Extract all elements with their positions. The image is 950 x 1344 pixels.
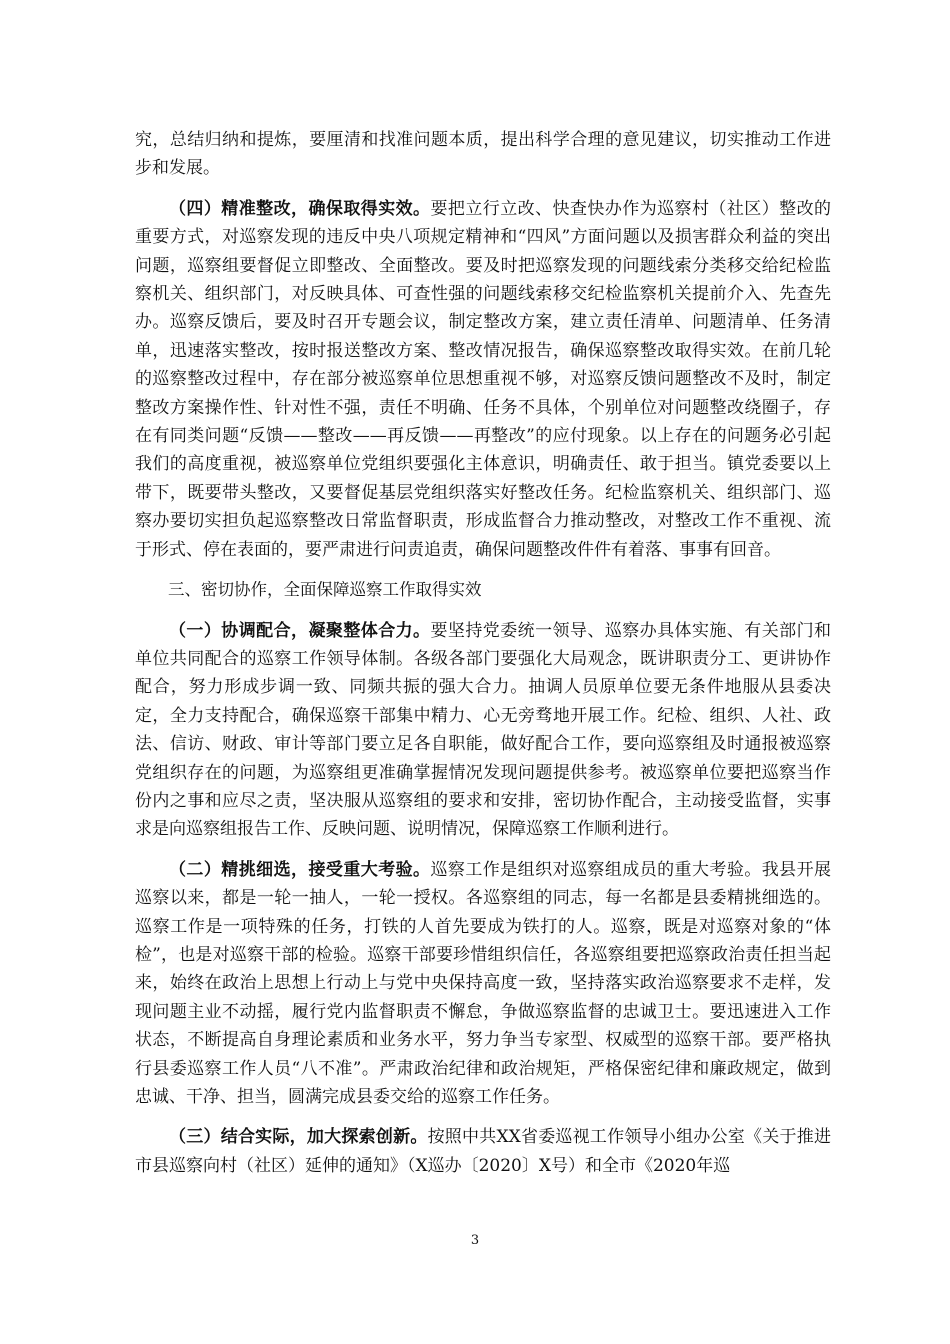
document-body <box>135 126 831 1192</box>
paragraph-innovation <box>135 1123 831 1180</box>
paragraph-selection <box>135 856 831 1112</box>
paragraph-lead: （三）结合实际，加大探索创新。 <box>169 1127 428 1148</box>
paragraph-coordination <box>135 617 831 844</box>
page-number: 3 <box>470 1233 480 1248</box>
paragraph-text: 按照中共XX省委巡视工作领导小组办公室《关于推进市县巡察向村（社区）延伸的通知》（X巡办〔2020〕X号）和全市《2020年巡 <box>135 1127 831 1176</box>
paragraph-text: 巡察工作是组织对巡察组成员的重大考验。我县开展巡察以来，都是一轮一抽人，一轮一授权。各巡察组的同志，每一名都是县委精挑细选的。巡察工作是一项特殊的任务，打铁的人首先要成为铁打的人。巡察，既是对巡察对象的“体检”，也是对巡察干部的检验。巡察干部要珍惜组织信任，各巡察组要把巡察政治责任担当起来，始终在政治上思想上行动上与党中央保持高度一致，坚持落实政治巡察要求不走样，发现问题主业不动摇，履行党内监督职责不懈怠，争做巡察监督的忠诚卫士。要迅速进入工作状态，不断提高自身理论素质和业务水平，努力争当专家型、权威型的巡察干部。要严格执行县委巡察工作人员“八不准”。严肃政治纪律和政治规矩，严格保密纪律和廉政规定，做到忠诚、干净、担当，圆满完成县委交给的巡察工作任务。 <box>135 859 832 1107</box>
section-heading: 三、密切协作，全面保障巡察工作取得实效 <box>168 580 482 600</box>
paragraph-continuation: 究，总结归纳和提炼，要厘清和找准问题本质，提出科学合理的意见建议，切实推动工作进步和发展。 <box>135 130 831 179</box>
paragraph-lead: （二）精挑细选，接受重大考验。 <box>169 859 431 880</box>
paragraph-lead: （一）协调配合，凝聚整体合力。 <box>169 620 431 641</box>
paragraph-lead: （四）精准整改，确保取得实效。 <box>169 198 431 219</box>
paragraph-text: 要把立行立改、快查快办作为巡察村（社区）整改的重要方式，对巡察发现的违反中央八项规定精神和“四风”方面问题以及损害群众利益的突出问题，巡察组要督促立即整改、全面整改。要及时把巡察发现的问题线索分类移交给纪检监察机关、组织部门，对反映具体、可查性强的问题线索移交纪检监察机关提前介入、先查先办。巡察反馈后，要及时召开专题会议，制定整改方案，建立责任清单、问题清单、任务清单，迅速落实整改，按时报送整改方案、整改情况报告，确保巡察整改取得实效。在前几轮的巡察整改过程中，存在部分被巡察单位思想重视不够，对巡察反馈问题整改不及时，制定整改方案操作性、针对性不强，责任不明确、任务不具体，个别单位对问题整改绕圈子，存在有同类问题“反馈——整改——再反馈——再整改”的应付现象。以上存在的问题务必引起我们的高度重视，被巡察单位党组织要强化主体意识，明确责任、敢于担当。镇党委要以上带下，既要带头整改，又要督促基层党组织落实好整改任务。纪检监察机关、组织部门、巡察办要切实担负起巡察整改日常监督职责，形成监督合力推动整改，对整改工作不重视、流于形式、停在表面的，要严肃进行问责追责，确保问题整改件件有着落、事事有回音。 <box>135 198 832 560</box>
paragraph-text: 要坚持党委统一领导、巡察办具体实施、有关部门和单位共同配合的巡察工作领导体制。各级各部门要强化大局观念，既讲职责分工、更讲协作配合，努力形成步调一致、同频共振的强大合力。抽调人员原单位要无条件地服从县委决定，全力支持配合，确保巡察干部集中精力、心无旁骛地开展工作。纪检、组织、人社、政法、信访、财政、审计等部门要立足各自职能，做好配合工作，要向巡察组及时通报被巡察党组织存在的问题，为巡察组更准确掌握情况发现问题提供参考。被巡察单位要把巡察当作份内之事和应尽之责，坚决服从巡察组的要求和安排，密切协作配合，主动接受监督，实事求是向巡察组报告工作、反映问题、说明情况，保障巡察工作顺利进行。 <box>135 620 832 840</box>
paragraph-rectification <box>135 195 831 564</box>
